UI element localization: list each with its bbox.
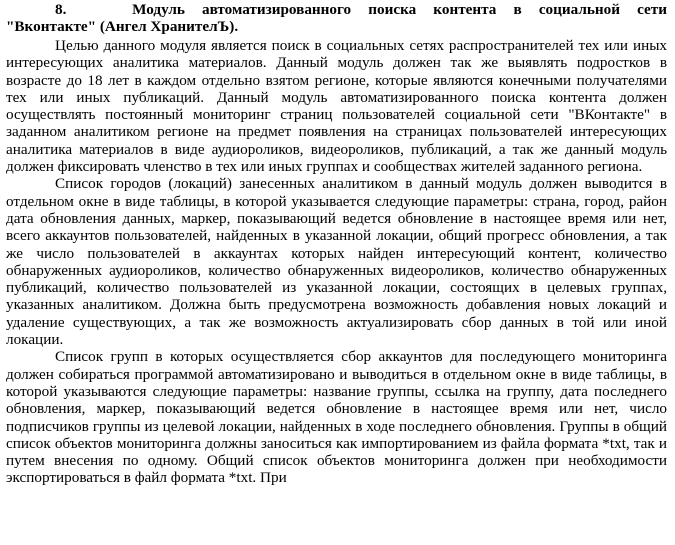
section-title: Модуль автоматизированного поиска контента в социальной сети "Вконтакте" (Ангел ХранителЪ).: [6, 1, 668, 36]
paragraph-module-purpose: Целью данного модуля является поиск в социальных сетях распространителей тех или иных интересующих аналитика материалов. Данный модуль должен так же выявлять подростков в возрасте до 18 лет в каждом отдельно взятом регионе, которые являются конечными получателями тех или иных публикаций. Данный модуль автоматизированного поиска контента должен осуществлять постоянный мониторинг страниц пользователей социальной сети "ВКонтакте" в заданном аналитиком регионе на предмет появления на страницах пользователей интересующих аналитика материалов в виде аудиороликов, видеороликов, публикаций, а так же данный модуль должен фиксировать членство в тех или иных группах и сообществах жителей заданного региона.: [6, 37, 667, 176]
section-heading: [6, 1, 667, 36]
section-number: 8.: [55, 1, 67, 18]
document-body: [6, 37, 667, 487]
paragraph-locations-list: Список городов (локаций) занесенных аналитиком в данный модуль должен выводится в отдельном окне в виде таблицы, в которой указывается следующие параметры: страна, город, район дата обновления данных, маркер, показывающий ведется обновление в настоящее время или нет, всего аккаунтов пользователей, найденных в указанной локации, общий прогресс обновления, а так же число пользователей в аккаунтах которых найден интересующий контент, количество обнаруженных аудиороликов, количество обнаруженных видеороликов, количество обнаруженных публикаций, количество пользователей из указанной локации, состоящих в целевых группах, указанных аналитиком. Должна быть предусмотрена возможность добавления новых локаций и удаление существующих, а так же возможность актуализировать сбор данных в той или иной локации.: [6, 175, 667, 349]
paragraph-groups-list: Список групп в которых осуществляется сбор аккаунтов для последующего мониторинга должен собираться программой автоматизировано и выводиться в отдельном окне в виде таблицы, в которой указываются следующие параметры: название группы, ссылка на группу, дата последнего обновления, маркер, показывающий ведется обновление в настоящее время или нет, число подписчиков группы из целевой локации, найденных в ходе последнего обновления. Группы в общий список объектов мониторинга должны заноситься как импортированием из файла формата *txt, так и путем внесения по одному. Общий список объектов мониторинга должен при необходимости экспортироваться в файл формата *txt. При: [6, 348, 667, 487]
